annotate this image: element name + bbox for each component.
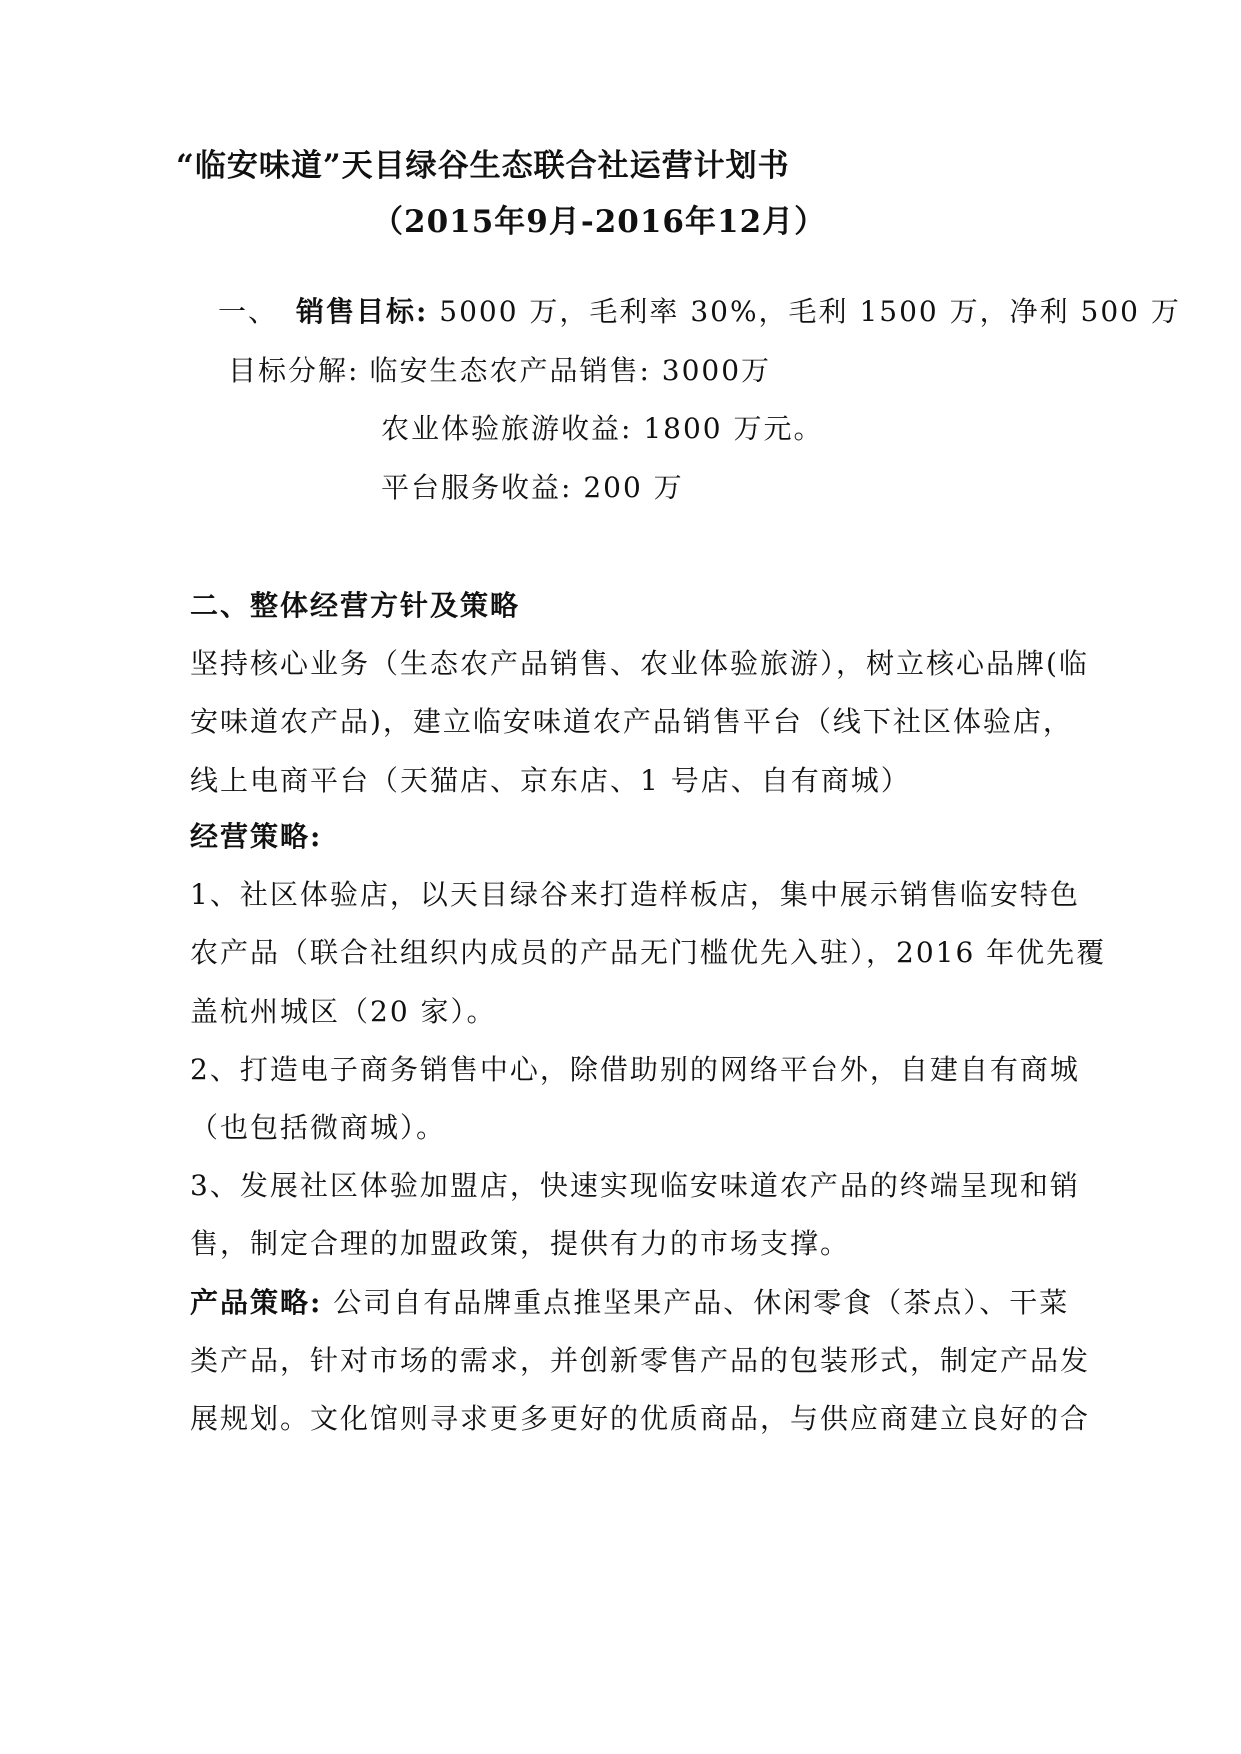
document-title: “临安味道”天目绿谷生态联合社运营计划书 bbox=[176, 148, 790, 184]
paragraph-line: 2、打造电子商务销售中心，除借助别的网络平台外，自建自有商城 bbox=[190, 1053, 1080, 1086]
paragraph-line: 盖杭州城区（20 家）。 bbox=[190, 995, 497, 1028]
paragraph-line: 坚持核心业务（生态农产品销售、农业体验旅游），树立核心品牌(临 bbox=[190, 647, 1089, 680]
paragraph-line: 类产品，针对市场的需求，并创新零售产品的包装形式，制定产品发 bbox=[190, 1344, 1091, 1377]
section1-label: 销售目标: bbox=[296, 295, 429, 328]
paragraph-line: （也包括微商城）。 bbox=[190, 1111, 447, 1144]
breakdown-item: 平台服务收益: 200 万 bbox=[381, 471, 684, 504]
section1-text: 5000 万，毛利率 30%，毛利 1500 万，净利 500 万 bbox=[428, 295, 1181, 328]
breakdown-label: 目标分解: bbox=[228, 354, 360, 387]
paragraph-line: 安味道农产品)，建立临安味道农产品销售平台（线下社区体验店， bbox=[190, 705, 1073, 738]
paragraph-line: 线上电商平台（天猫店、京东店、1 号店、自有商城） bbox=[190, 764, 911, 797]
breakdown-item: 临安生态农产品销售: 3000万 bbox=[369, 354, 772, 387]
paragraph-line: 展规划。文化馆则寻求更多更好的优质商品，与供应商建立良好的合 bbox=[190, 1402, 1091, 1435]
document-date-range: （2015年9月-2016年12月） bbox=[372, 204, 827, 240]
product-strategy-text: 公司自有品牌重点推坚果产品、休闲零食（茶点）、干菜 bbox=[322, 1286, 1070, 1319]
product-strategy-line bbox=[190, 1283, 1069, 1323]
strategy-heading: 经营策略: bbox=[190, 820, 323, 853]
paragraph-line: 售，制定合理的加盟政策，提供有力的市场支撑。 bbox=[190, 1227, 851, 1260]
breakdown-item: 农业体验旅游收益: 1800 万元。 bbox=[381, 412, 824, 445]
section1-number: 一、 bbox=[218, 295, 279, 328]
section2-heading: 二、整体经营方针及策略 bbox=[190, 589, 521, 622]
paragraph-line: 农产品（联合社组织内成员的产品无门槛优先入驻），2016 年优先覆 bbox=[190, 936, 1107, 969]
paragraph-line: 3、发展社区体验加盟店，快速实现临安味道农产品的终端呈现和销 bbox=[190, 1169, 1080, 1202]
breakdown-line bbox=[228, 351, 771, 391]
paragraph-line: 1、社区体验店，以天目绿谷来打造样板店，集中展示销售临安特色 bbox=[190, 878, 1080, 911]
product-strategy-label: 产品策略: bbox=[190, 1286, 323, 1319]
section1-line bbox=[218, 292, 1181, 332]
